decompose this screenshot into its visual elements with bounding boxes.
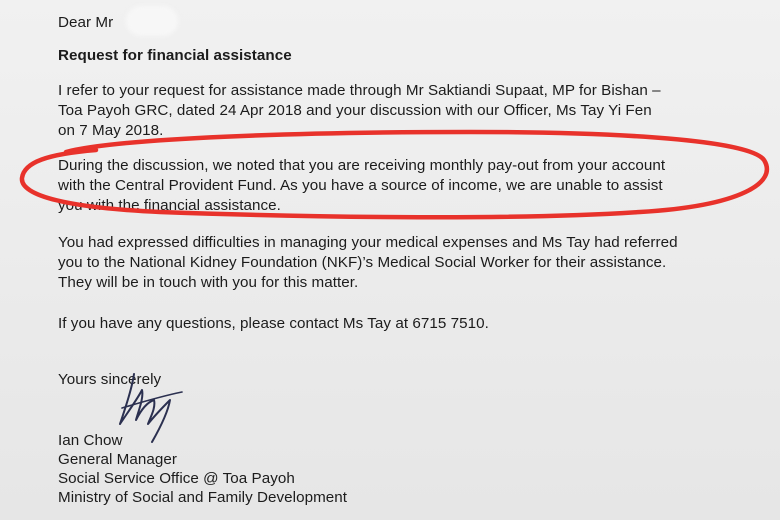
paragraph2-line3: you with the financial assistance. — [58, 197, 281, 214]
greeting: Dear Mr — [58, 14, 114, 31]
paragraph3-line3: They will be in touch with you for this matter. — [58, 274, 359, 291]
paragraph2-line1: During the discussion, we noted that you are receiving monthly pay-out from your account — [58, 157, 666, 174]
signatory-title: General Manager — [58, 451, 177, 468]
closing: Yours sincerely — [58, 371, 162, 388]
paragraph3-line2: you to the National Kidney Foundation (NKF)’s Medical Social Worker for their assistance. — [58, 254, 667, 271]
signatory-office: Social Service Office @ Toa Payoh — [58, 470, 295, 487]
paragraph1-line2: Toa Payoh GRC, dated 24 Apr 2018 and your discussion with our Officer, Ms Tay Yi Fen — [58, 102, 652, 119]
paragraph1-line3: on 7 May 2018. — [58, 122, 164, 139]
paragraph3-line1: You had expressed difficulties in managing your medical expenses and Ms Tay had referred — [58, 234, 678, 251]
subject-line: Request for financial assistance — [58, 47, 292, 64]
paragraph4: If you have any questions, please contact Ms Tay at 6715 7510. — [58, 315, 489, 332]
signatory-name: Ian Chow — [58, 432, 123, 449]
redacted-name — [126, 6, 178, 36]
paragraph2-line2: with the Central Provident Fund. As you have a source of income, we are unable to assist — [58, 177, 663, 194]
paragraph1-line1: I refer to your request for assistance made through Mr Saktiandi Supaat, MP for Bishan – — [58, 82, 661, 99]
signatory-ministry: Ministry of Social and Family Development — [58, 489, 348, 506]
